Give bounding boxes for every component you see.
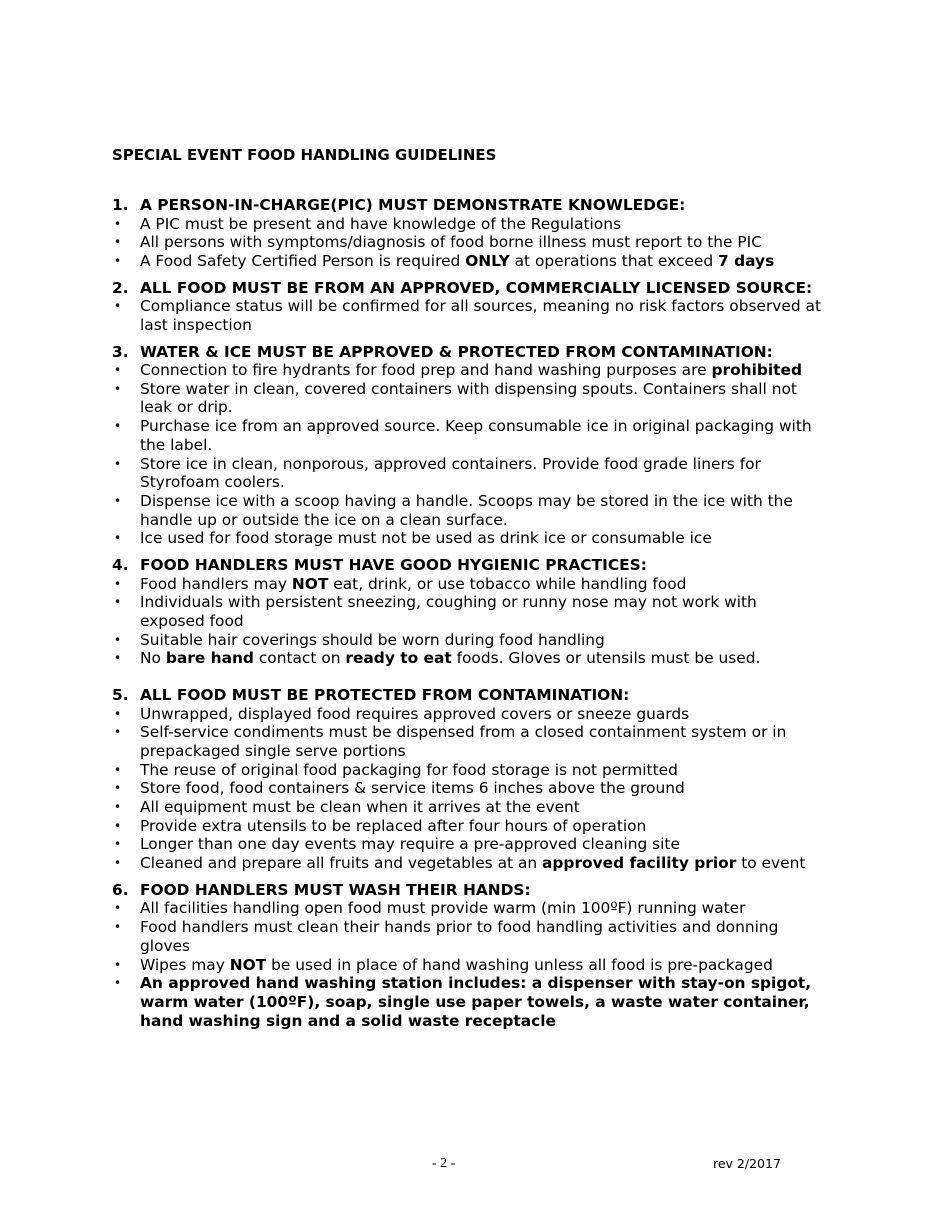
list-item <box>112 899 822 918</box>
emphasis-text: An approved hand washing station includes: a dispenser with stay-on spigot, warm water (100ºF), soap, single use paper towels, a waste water container, hand washing sign and a solid waste receptacle <box>140 974 812 1030</box>
bullet-icon: • <box>114 725 122 740</box>
item-text: Dispense ice with a scoop having a handle. Scoops may be stored in the ice with the handle up or outside the ice on a clean surface. <box>140 491 793 529</box>
list-item <box>112 798 822 817</box>
list-item <box>112 380 822 417</box>
bullet-icon: • <box>114 920 122 935</box>
item-text: All equipment must be clean when it arrives at the event <box>140 798 580 817</box>
bullet-icon: • <box>114 976 122 991</box>
item-text: Unwrapped, displayed food requires approved covers or sneeze guards <box>140 704 690 723</box>
bullet-icon: • <box>114 456 122 471</box>
item-text: Store food, food containers & service items 6 inches above the ground <box>140 779 685 798</box>
list-item <box>112 492 822 529</box>
bullet-icon: • <box>114 856 122 871</box>
item-text: Suitable hair coverings should be worn during food handling <box>140 630 605 649</box>
bullet-icon: • <box>114 632 122 647</box>
item-text: Individuals with persistent sneezing, coughing or runny nose may not work with exposed food <box>140 593 757 630</box>
document-page <box>112 146 822 1038</box>
section-number: 1. <box>112 196 129 214</box>
list-item <box>112 631 822 650</box>
section-heading-text: WATER & ICE MUST BE APPROVED & PROTECTED FROM CONTAMINATION: <box>140 342 773 361</box>
item-text: Provide extra utensils to be replaced after four hours of operation <box>140 816 647 835</box>
bullet-list <box>112 705 822 873</box>
item-text: A PIC must be present and have knowledge of the Regulations <box>140 214 621 233</box>
item-text: Store ice in clean, nonporous, approved containers. Provide food grade liners for Styrofoam coolers. <box>140 454 761 492</box>
bullet-icon: • <box>114 651 122 666</box>
list-item <box>112 252 822 271</box>
list-item <box>112 297 822 334</box>
section-number: 4. <box>112 556 129 575</box>
bullet-icon: • <box>114 419 122 434</box>
list-item <box>112 215 822 234</box>
bullet-icon: • <box>114 781 122 796</box>
bullet-icon: • <box>114 253 122 268</box>
bullet-icon: • <box>114 595 122 610</box>
section-heading <box>112 686 822 705</box>
list-item <box>112 723 822 760</box>
item-text: Ice used for food storage must not be used as drink ice or consumable ice <box>140 529 712 548</box>
list-item <box>112 575 822 594</box>
section-heading <box>112 881 822 900</box>
item-text: contact on <box>253 649 346 668</box>
section-heading <box>112 343 822 362</box>
section-4 <box>112 556 822 678</box>
list-item <box>112 835 822 854</box>
list-item <box>112 233 822 252</box>
bullet-icon: • <box>114 381 122 396</box>
item-text: The reuse of original food packaging for food storage is not permitted <box>140 760 678 779</box>
item-text: No <box>140 649 166 668</box>
item-text: to event <box>736 854 806 873</box>
bullet-list <box>112 899 822 1030</box>
item-text: Compliance status will be confirmed for all sources, meaning no risk factors observed at last inspection <box>140 297 821 334</box>
list-item <box>112 854 822 873</box>
bullet-icon: • <box>114 363 122 378</box>
list-item <box>112 779 822 798</box>
section-6 <box>112 881 822 1030</box>
emphasis-text: approved facility prior <box>542 854 737 873</box>
section-heading-text: ALL FOOD MUST BE PROTECTED FROM CONTAMINATION: <box>140 686 630 705</box>
bullet-icon: • <box>114 957 122 972</box>
section-heading-text: FOOD HANDLERS MUST WASH THEIR HANDS: <box>140 880 531 899</box>
item-text: All persons with symptoms/diagnosis of food borne illness must report to the PIC <box>140 233 762 252</box>
section-number: 5. <box>112 686 129 705</box>
sections-container <box>112 196 822 1030</box>
section-heading <box>112 279 822 298</box>
item-text: Store water in clean, covered containers with dispensing spouts. Containers shall not leak or drip. <box>140 379 797 417</box>
section-heading-text: A PERSON-IN-CHARGE(PIC) MUST DEMONSTRATE KNOWLEDGE: <box>140 196 686 214</box>
bullet-icon: • <box>114 576 122 591</box>
revision-label: rev 2/2017 <box>713 1156 781 1171</box>
list-item <box>112 705 822 724</box>
bullet-icon: • <box>114 818 122 833</box>
item-text: Purchase ice from an approved source. Keep consumable ice in original packaging with the label. <box>140 417 812 454</box>
item-text: Food handlers may <box>140 574 292 593</box>
emphasis-text: NOT <box>229 955 267 974</box>
bullet-icon: • <box>114 216 122 231</box>
section-spacer <box>112 668 822 678</box>
bullet-icon: • <box>114 901 122 916</box>
section-heading <box>112 556 822 575</box>
bullet-icon: • <box>114 299 122 314</box>
list-item <box>112 761 822 780</box>
item-text: Connection to fire hydrants for food prep and hand washing purposes are <box>140 361 712 380</box>
section-2 <box>112 279 822 335</box>
emphasis-text: ONLY <box>465 251 510 270</box>
bullet-icon: • <box>114 531 122 546</box>
section-3 <box>112 343 822 549</box>
list-item <box>112 593 822 630</box>
list-item <box>112 417 822 454</box>
item-text: Cleaned and prepare all fruits and vegetables at an <box>140 854 543 873</box>
section-number: 3. <box>112 342 129 361</box>
item-text: be used in place of hand washing unless all food is pre-packaged <box>266 955 773 974</box>
list-item <box>112 817 822 836</box>
section-heading-text: ALL FOOD MUST BE FROM AN APPROVED, COMMERCIALLY LICENSED SOURCE: <box>140 278 813 297</box>
bullet-list <box>112 215 822 271</box>
bullet-list <box>112 297 822 334</box>
item-text: foods. Gloves or utensils must be used. <box>451 649 761 668</box>
list-item <box>112 956 822 975</box>
bullet-icon: • <box>114 762 122 777</box>
section-5 <box>112 686 822 873</box>
emphasis-text: prohibited <box>711 361 802 380</box>
page-number: - 2 - <box>432 1156 456 1171</box>
bullet-list <box>112 361 822 548</box>
item-text: A Food Safety Certified Person is required <box>140 251 466 270</box>
bullet-icon: • <box>114 706 122 721</box>
list-item <box>112 649 822 668</box>
emphasis-text: ready to eat <box>345 649 452 668</box>
bullet-icon: • <box>114 837 122 852</box>
bullet-icon: • <box>114 493 122 508</box>
list-item <box>112 455 822 492</box>
section-number: 6. <box>112 880 129 899</box>
list-item <box>112 529 822 548</box>
item-text: Self-service condiments must be dispensed from a closed containment system or in prepackaged single serve portions <box>140 723 787 760</box>
list-item <box>112 974 822 1030</box>
list-item <box>112 918 822 955</box>
section-1 <box>112 196 822 271</box>
item-text: All facilities handling open food must provide warm (min 100ºF) running water <box>140 899 746 918</box>
emphasis-text: NOT <box>291 574 329 593</box>
document-title: SPECIAL EVENT FOOD HANDLING GUIDELINES <box>112 146 497 164</box>
list-item <box>112 361 822 380</box>
section-heading <box>112 196 822 215</box>
item-text: Wipes may <box>140 955 230 974</box>
emphasis-text: bare hand <box>165 649 254 668</box>
bullet-icon: • <box>114 235 122 250</box>
section-number: 2. <box>112 278 129 297</box>
bullet-list <box>112 575 822 669</box>
bullet-icon: • <box>114 800 122 815</box>
item-text: Longer than one day events may require a pre-approved cleaning site <box>140 835 680 854</box>
item-text: at operations that exceed <box>509 251 719 270</box>
section-heading-text: FOOD HANDLERS MUST HAVE GOOD HYGIENIC PRACTICES: <box>140 556 647 575</box>
item-text: Food handlers must clean their hands prior to food handling activities and donning gloves <box>140 918 779 955</box>
emphasis-text: 7 days <box>718 251 775 270</box>
item-text: eat, drink, or use tobacco while handling food <box>328 574 687 593</box>
